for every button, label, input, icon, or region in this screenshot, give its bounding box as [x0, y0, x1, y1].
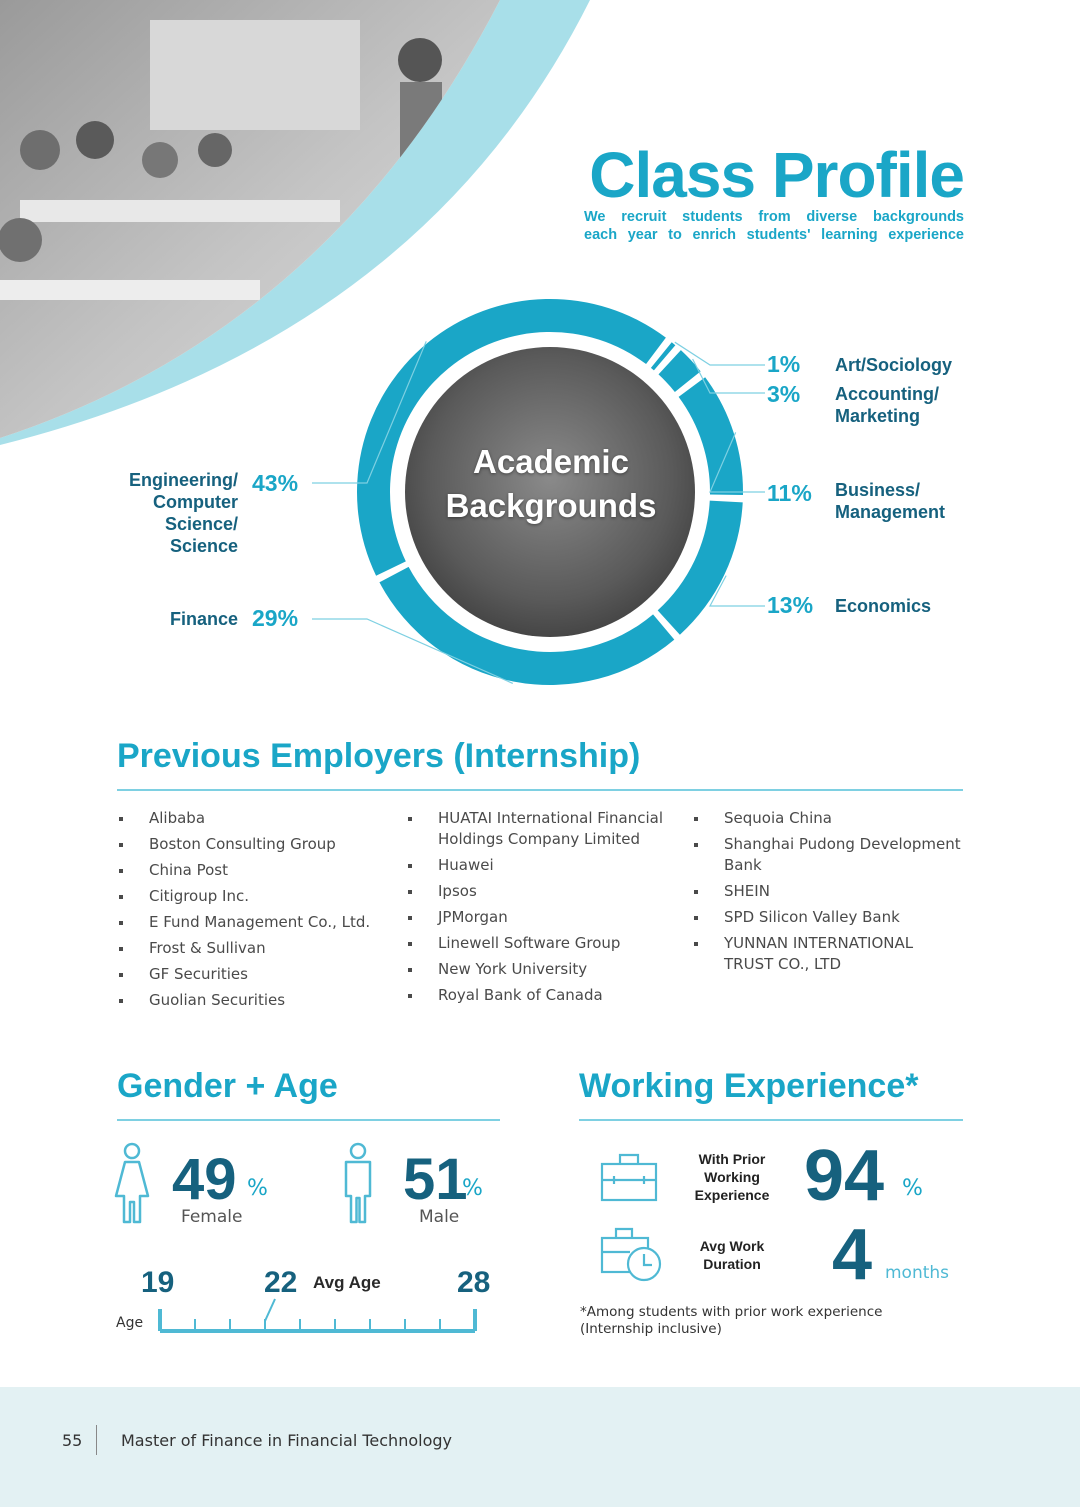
list-item: E Fund Management Co., Ltd. [117, 912, 387, 933]
prior-experience-label: With Prior Working Experience [694, 1151, 770, 1203]
gender-age-rule [117, 1119, 500, 1121]
list-item: Citigroup Inc. [117, 886, 387, 907]
pct-art-sociology: 1% [767, 351, 801, 377]
female-percent: 49 [172, 1147, 237, 1212]
male-percent-unit: % [462, 1176, 483, 1201]
avg-age-pointer [265, 1299, 275, 1321]
avg-duration-unit: months [885, 1263, 950, 1283]
employers-title: Previous Employers (Internship) [117, 737, 641, 775]
prior-experience-percent: 94 [804, 1136, 885, 1216]
age-scale [150, 1295, 490, 1340]
label-economics: Economics [835, 596, 932, 616]
donut-center-title: Academic Backgrounds [445, 443, 657, 524]
page-subtitle: We recruit students from diverse backgrounds each year to enrich students' learning experience [584, 209, 964, 243]
list-item: Frost & Sullivan [117, 938, 387, 959]
prior-experience-unit: % [902, 1176, 923, 1201]
age-axis-label: Age [116, 1315, 144, 1331]
pct-economics: 13% [767, 592, 814, 618]
avg-age-label: Avg Age [313, 1273, 381, 1292]
list-item: Alibaba [117, 808, 387, 829]
employers-col3 [692, 808, 967, 980]
age-average: 22 [264, 1266, 298, 1299]
list-item: JPMorgan [406, 907, 666, 928]
pct-business-management: 11% [767, 480, 812, 506]
list-item: Shanghai Pudong Development Bank [692, 834, 967, 876]
pct-accounting-marketing: 3% [767, 381, 801, 407]
label-accounting-marketing: Accounting/ Marketing [835, 384, 939, 426]
label-business-management: Business/ Management [835, 480, 946, 522]
working-experience-rule [579, 1119, 963, 1121]
label-art-sociology: Art/Sociology [835, 355, 953, 375]
pct-engineering-cs: 43% [252, 470, 299, 496]
list-item: SHEIN [692, 881, 967, 902]
female-icon [112, 1142, 152, 1226]
working-experience-title: Working Experience* [579, 1067, 919, 1105]
briefcase-clock-icon [600, 1226, 664, 1284]
male-label: Male [419, 1207, 460, 1227]
list-item: HUATAI International Financial Holdings Company Limited [406, 808, 666, 850]
age-max: 28 [457, 1266, 491, 1299]
list-item: Boston Consulting Group [117, 834, 387, 855]
list-item: GF Securities [117, 964, 387, 985]
list-item: Huawei [406, 855, 666, 876]
avg-duration-value: 4 [832, 1215, 873, 1295]
list-item: Ipsos [406, 881, 666, 902]
employers-col2 [406, 808, 666, 1011]
male-icon [340, 1142, 376, 1226]
female-label: Female [181, 1207, 243, 1227]
page-title: Class Profile [589, 139, 964, 211]
footer-divider [96, 1425, 97, 1455]
list-item: Guolian Securities [117, 990, 387, 1011]
employers-rule [117, 789, 963, 791]
document-title: Master of Finance in Financial Technology [121, 1431, 452, 1450]
male-percent: 51 [403, 1147, 468, 1212]
list-item: New York University [406, 959, 666, 980]
list-item: China Post [117, 860, 387, 881]
list-item: Sequoia China [692, 808, 967, 829]
list-item: Royal Bank of Canada [406, 985, 666, 1006]
pct-finance: 29% [252, 605, 299, 631]
list-item: SPD Silicon Valley Bank [692, 907, 967, 928]
age-min: 19 [141, 1266, 175, 1299]
female-percent-unit: % [247, 1176, 268, 1201]
avg-duration-label: Avg Work Duration [699, 1238, 765, 1272]
gender-age-title: Gender + Age [117, 1067, 338, 1105]
work-footnote: *Among students with prior work experience (Internship inclusive) [580, 1304, 883, 1337]
page-number: 55 [62, 1431, 83, 1450]
list-item: YUNNAN INTERNATIONAL TRUST CO., LTD [692, 933, 967, 975]
label-finance: Finance [169, 609, 238, 629]
label-engineering-cs: Engineering/ Computer Science/ Science [128, 470, 238, 556]
list-item: Linewell Software Group [406, 933, 666, 954]
briefcase-icon [600, 1152, 658, 1202]
employers-col1 [117, 808, 387, 1016]
